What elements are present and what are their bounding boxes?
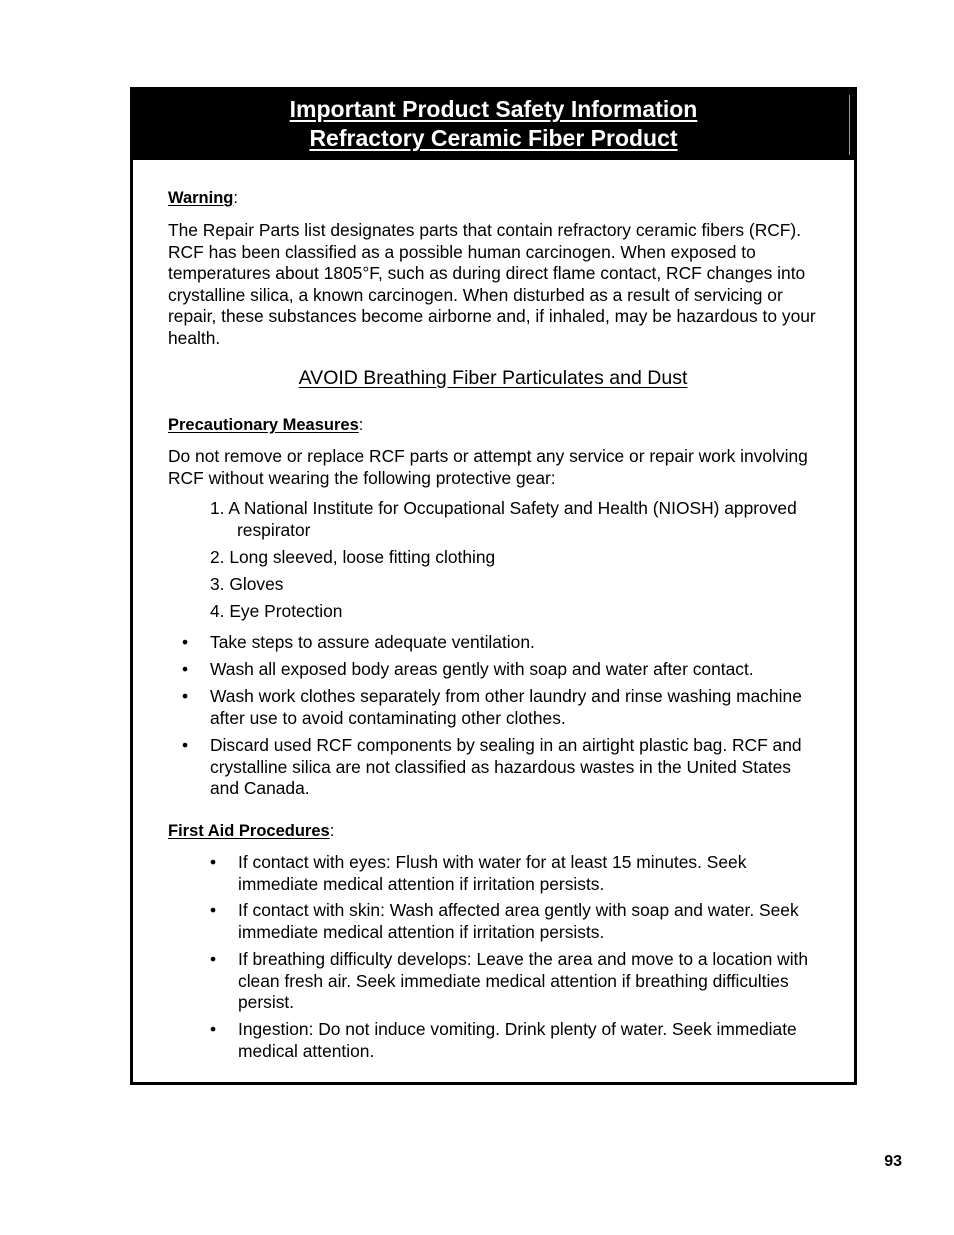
- safety-header: [133, 90, 854, 160]
- header-title-line1: Important Product Safety Information: [289, 96, 698, 122]
- warning-colon: :: [233, 189, 238, 207]
- first-aid-bullet-text: If breathing difficulty develops: Leave the area and move to a location with clean fresh air. Seek immediate medical attention if breathing difficulties persist.: [238, 949, 809, 1013]
- safety-info-box: [130, 87, 857, 1085]
- warning-heading: [168, 188, 238, 210]
- precaution-bullet: [182, 632, 812, 654]
- precaution-bullet-text: Discard used RCF components by sealing in an airtight plastic bag. RCF and crystalline silica are not classified as hazardous wastes in the United States and Canada.: [210, 735, 802, 799]
- warning-text: The Repair Parts list designates parts that contain refractory ceramic fibers (RCF). RCF has been classified as a possible human carcinogen. When exposed to temperatures about 1805°F, such as during direct flame contact, RCF changes into crystalline silica, a known carcinogen. When disturbed as a result of servicing or repair, these substances become airborne and, if inhaled, may be hazardous to your health.: [168, 220, 816, 348]
- first-aid-colon: :: [329, 822, 335, 840]
- page-number: 93: [884, 1153, 902, 1170]
- precaution-bullet-text: Wash work clothes separately from other laundry and rinse washing machine after use to avoid contaminating other clothes.: [210, 686, 802, 728]
- gear-item: 3. Gloves: [210, 574, 284, 594]
- header-title-line2: Refractory Ceramic Fiber Product: [309, 125, 678, 151]
- first-aid-heading: [168, 821, 334, 843]
- avoid-notice: AVOID Breathing Fiber Particulates and Dust: [298, 367, 688, 389]
- bullet-mark: •: [210, 949, 217, 969]
- precaution-bullet-text: Take steps to assure adequate ventilation.: [210, 632, 535, 652]
- bullet-mark: •: [210, 852, 217, 872]
- first-aid-label: First Aid Procedures: [168, 822, 330, 840]
- precautionary-intro: Do not remove or replace RCF parts or attempt any service or repair work involving RCF without wearing the following protective gear:: [168, 446, 808, 488]
- precautionary-heading: [168, 415, 363, 437]
- precaution-bullet: [182, 686, 812, 729]
- bullet-mark: •: [182, 659, 189, 679]
- first-aid-bullet: [210, 1019, 810, 1062]
- gear-item: 1. A National Institute for Occupational Safety and Health (NIOSH) approved respirator: [210, 498, 797, 540]
- first-aid-bullet-text: Ingestion: Do not induce vomiting. Drink plenty of water. Seek immediate medical attention.: [238, 1019, 797, 1061]
- first-aid-bullet-text: If contact with skin: Wash affected area gently with soap and water. Seek immediate medical attention if irritation persists.: [238, 900, 799, 942]
- precaution-bullet: [182, 735, 812, 800]
- gear-item: 4. Eye Protection: [210, 601, 343, 621]
- first-aid-bullet: [210, 900, 810, 943]
- first-aid-bullet: [210, 949, 810, 1014]
- bullet-mark: •: [210, 900, 217, 920]
- bullet-mark: •: [210, 1019, 217, 1039]
- warning-label: Warning: [168, 189, 234, 207]
- precautionary-label: Precautionary Measures: [168, 416, 359, 434]
- bullet-mark: •: [182, 632, 189, 652]
- precaution-bullet: [182, 659, 812, 681]
- first-aid-bullet: [210, 852, 810, 895]
- precaution-bullet-text: Wash all exposed body areas gently with soap and water after contact.: [210, 659, 754, 679]
- gear-item: 2. Long sleeved, loose fitting clothing: [210, 547, 496, 567]
- bullet-mark: •: [182, 735, 189, 755]
- bullet-mark: •: [182, 686, 189, 706]
- first-aid-bullet-text: If contact with eyes: Flush with water for at least 15 minutes. Seek immediate medical attention if irritation persists.: [238, 852, 747, 894]
- precautionary-colon: :: [358, 416, 364, 434]
